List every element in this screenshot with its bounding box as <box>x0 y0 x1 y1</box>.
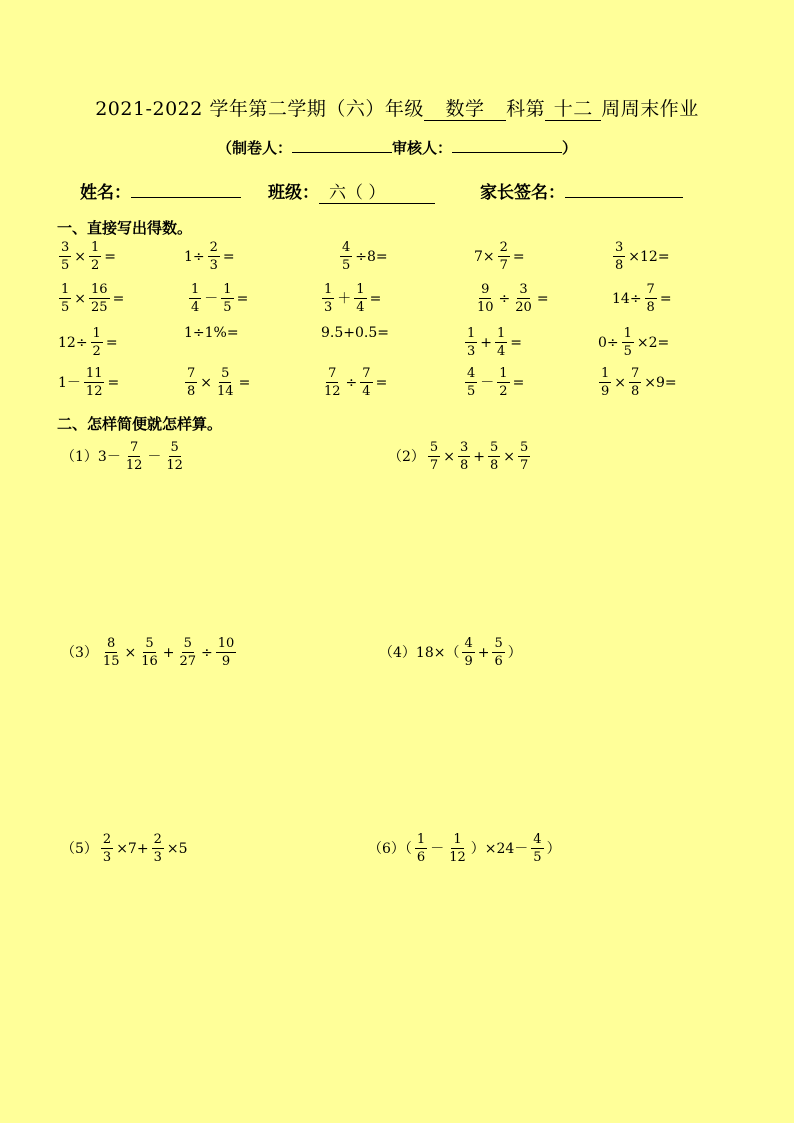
fraction <box>164 440 185 473</box>
denominator: 8 <box>187 384 196 399</box>
oral-question <box>463 326 523 359</box>
expr-text: = <box>369 290 382 307</box>
denominator: 2 <box>92 344 101 359</box>
fraction <box>360 366 372 399</box>
numerator: 1 <box>467 326 476 341</box>
expr-text: ＋ <box>337 290 352 307</box>
expr-text: = <box>536 290 549 307</box>
denominator: 10 <box>477 300 494 315</box>
expr-text: － <box>480 374 495 391</box>
numerator: 1 <box>416 832 426 847</box>
denominator: 12 <box>125 458 143 473</box>
expr-text: 14÷ <box>612 290 642 307</box>
numerator: 7 <box>187 366 196 381</box>
oral-question <box>611 240 671 273</box>
fraction <box>59 282 71 315</box>
expr-text: = <box>236 290 249 307</box>
oral-question <box>611 282 673 315</box>
expr-text: + <box>480 334 493 351</box>
denominator: 27 <box>179 654 197 669</box>
fraction <box>340 240 352 273</box>
denominator: 5 <box>467 384 476 399</box>
numerator: 2 <box>153 832 162 847</box>
denominator: 2 <box>91 258 100 273</box>
expr-text: ÷ <box>498 290 511 307</box>
oral-question <box>183 240 236 273</box>
section2-title: 二、怎样简便就怎样算。 <box>57 415 223 433</box>
denominator: 7 <box>519 458 529 473</box>
expr-text: = <box>222 248 235 265</box>
fraction <box>645 282 657 315</box>
oral-question <box>463 366 525 399</box>
oral-question <box>183 366 251 399</box>
denominator: 15 <box>102 654 120 669</box>
student-name <box>80 178 241 203</box>
subject-value: 数学 <box>424 98 506 121</box>
denominator: 4 <box>497 344 506 359</box>
oral-question <box>473 240 526 273</box>
fraction <box>613 240 625 273</box>
denominator: 8 <box>459 458 469 473</box>
calc-problem-6 <box>367 832 562 865</box>
fraction <box>124 440 145 473</box>
expr-text: = <box>105 334 118 351</box>
calc-problem-1 <box>60 440 187 473</box>
numerator: 11 <box>85 366 103 381</box>
fraction <box>215 366 236 399</box>
denominator: 8 <box>631 384 640 399</box>
fraction <box>101 832 113 865</box>
numerator: 1 <box>601 366 610 381</box>
calc-problem-4 <box>378 636 523 669</box>
expr-text: （6）（ <box>368 840 412 857</box>
expr-text: 0÷ <box>598 334 619 351</box>
parent-blank[interactable] <box>565 183 683 198</box>
oral-question <box>57 326 119 359</box>
fraction <box>513 282 534 315</box>
denominator: 9 <box>221 654 231 669</box>
denominator: 12 <box>85 384 103 399</box>
calc-problem-2 <box>387 440 532 473</box>
fraction <box>531 832 543 865</box>
week-value: 十二 <box>545 98 601 121</box>
expr-text: × <box>443 448 455 465</box>
expr-text: 12÷ <box>58 334 88 351</box>
fraction <box>518 440 530 473</box>
expr-text: （5） <box>61 840 98 857</box>
numerator: 2 <box>102 832 112 847</box>
denominator: 3 <box>209 258 218 273</box>
numerator: 4 <box>533 832 542 847</box>
numerator: 3 <box>615 240 624 255</box>
expr-text: ÷ <box>201 644 213 661</box>
denominator: 8 <box>646 300 655 315</box>
expr-text: = <box>512 374 525 391</box>
fraction <box>208 240 220 273</box>
expr-text: + <box>473 448 485 465</box>
expr-text: ×12= <box>628 248 670 265</box>
denominator: 9 <box>601 384 610 399</box>
numerator: 7 <box>129 440 139 455</box>
numerator: 1 <box>453 832 462 847</box>
numerator: 5 <box>494 636 503 651</box>
parent-signature <box>480 178 683 203</box>
numerator: 5 <box>489 440 499 455</box>
denominator: 6 <box>416 850 426 865</box>
denominator: 5 <box>223 300 232 315</box>
expr-text: × <box>200 374 213 391</box>
numerator: 5 <box>429 440 439 455</box>
section1-title: 一、直接写出得数。 <box>57 219 193 237</box>
fraction <box>415 832 427 865</box>
expr-text: ÷ <box>345 374 358 391</box>
denominator: 7 <box>499 258 508 273</box>
calc-problem-3 <box>60 636 238 669</box>
maker-blank[interactable] <box>292 138 392 153</box>
name-blank[interactable] <box>131 183 241 198</box>
fraction <box>221 282 233 315</box>
expr-text: ×7+ <box>116 840 149 857</box>
expr-text: 1÷ <box>184 248 205 265</box>
fraction <box>492 636 504 669</box>
fraction <box>458 440 470 473</box>
denominator: 5 <box>61 258 70 273</box>
denominator: 25 <box>91 300 108 315</box>
expr-text: － <box>147 448 162 465</box>
expr-text: － <box>204 290 219 307</box>
numerator: 3 <box>519 282 528 297</box>
fraction <box>488 440 500 473</box>
numerator: 5 <box>221 366 230 381</box>
student-class <box>268 178 435 204</box>
numerator: 5 <box>170 440 179 455</box>
class-label: 班级： <box>268 183 319 203</box>
fraction <box>101 636 122 669</box>
fraction <box>152 832 164 865</box>
title-part-b: 科第 <box>506 98 546 120</box>
expr-text: × <box>124 644 137 661</box>
title-part-c: 周周末作业 <box>601 98 699 120</box>
fraction <box>91 326 103 359</box>
oral-question <box>320 282 382 315</box>
denominator: 3 <box>467 344 476 359</box>
reviewer-label: 审核人： <box>391 139 452 157</box>
expr-text: ×2= <box>636 334 670 351</box>
fraction <box>84 366 105 399</box>
expr-text: ） <box>507 644 522 661</box>
numerator: 1 <box>91 240 100 255</box>
oral-question <box>57 366 120 399</box>
denominator: 20 <box>515 300 532 315</box>
numerator: 1 <box>223 282 232 297</box>
numerator: 1 <box>499 366 508 381</box>
expr-text: × <box>74 290 87 307</box>
numerator: 4 <box>342 240 351 255</box>
maker-reviewer-line <box>0 137 794 158</box>
fraction <box>465 366 477 399</box>
expr-text: = <box>238 374 251 391</box>
numerator: 1 <box>92 326 101 341</box>
expr-text: （3） <box>61 644 98 661</box>
numerator: 8 <box>107 636 116 651</box>
expr-text: = <box>107 374 120 391</box>
numerator: 7 <box>328 366 337 381</box>
fraction <box>428 440 440 473</box>
numerator: 4 <box>464 636 473 651</box>
denominator: 6 <box>494 654 503 669</box>
fraction <box>185 366 197 399</box>
expr-text: + <box>162 644 175 661</box>
oral-question <box>597 366 678 399</box>
denominator: 4 <box>362 384 371 399</box>
expr-text: × <box>503 448 515 465</box>
denominator: 12 <box>449 850 466 865</box>
denominator: 7 <box>429 458 439 473</box>
parent-label: 家长签名： <box>480 183 565 203</box>
oral-question <box>338 240 389 273</box>
numerator: 4 <box>467 366 476 381</box>
numerator: 1 <box>623 326 632 341</box>
oral-question <box>320 366 388 399</box>
numerator: 16 <box>91 282 108 297</box>
expr-text: = <box>512 248 525 265</box>
class-value[interactable]: 六（ ） <box>319 178 435 204</box>
expr-text: = <box>112 290 125 307</box>
denominator: 3 <box>102 850 112 865</box>
denominator: 9 <box>464 654 473 669</box>
expr-text: ） <box>546 840 561 857</box>
numerator: 5 <box>183 636 192 651</box>
numerator: 2 <box>209 240 218 255</box>
numerator: 10 <box>217 636 235 651</box>
expr-text: ）×24－ <box>470 840 529 857</box>
expr-text: × <box>614 374 627 391</box>
denominator: 4 <box>356 300 365 315</box>
expr-text: （4）18×（ <box>379 644 460 661</box>
expr-text: = <box>510 334 523 351</box>
expr-text: 9.5+0.5= <box>321 325 389 341</box>
reviewer-blank[interactable] <box>452 138 562 153</box>
maker-label: （制卷人： <box>216 139 292 157</box>
fraction <box>89 282 110 315</box>
expr-text: （2） <box>388 448 425 465</box>
expr-text: 1÷1%= <box>184 325 239 341</box>
denominator: 12 <box>324 384 341 399</box>
fraction <box>495 326 507 359</box>
oral-question <box>57 240 117 273</box>
denominator: 5 <box>533 850 542 865</box>
numerator: 3 <box>61 240 70 255</box>
numerator: 7 <box>631 366 640 381</box>
expr-text: + <box>477 644 490 661</box>
fraction <box>497 366 509 399</box>
fraction <box>599 366 611 399</box>
denominator: 3 <box>153 850 162 865</box>
denominator: 5 <box>342 258 351 273</box>
expr-text: － <box>430 840 445 857</box>
oral-question <box>473 282 550 315</box>
fraction <box>629 366 641 399</box>
denominator: 2 <box>499 384 508 399</box>
name-label: 姓名： <box>80 183 131 203</box>
numerator: 1 <box>497 326 506 341</box>
fraction <box>447 832 468 865</box>
fraction <box>189 282 201 315</box>
denominator: 3 <box>324 300 333 315</box>
oral-question <box>57 282 125 315</box>
numerator: 5 <box>519 440 529 455</box>
worksheet-title <box>0 94 794 121</box>
expr-text: ×9= <box>644 374 677 391</box>
numerator: 7 <box>362 366 371 381</box>
title-part-a: 2021-2022 学年第二学期（六）年级 <box>95 98 424 120</box>
expr-text: ×5 <box>166 840 188 857</box>
numerator: 1 <box>356 282 365 297</box>
numerator: 1 <box>61 282 70 297</box>
fraction <box>322 366 343 399</box>
denominator: 8 <box>489 458 499 473</box>
fraction <box>462 636 474 669</box>
expr-text: = <box>375 374 388 391</box>
numerator: 2 <box>499 240 508 255</box>
denominator: 14 <box>217 384 234 399</box>
numerator: 9 <box>481 282 490 297</box>
expr-text: × <box>74 248 87 265</box>
denominator: 5 <box>623 344 632 359</box>
fraction <box>322 282 334 315</box>
denominator: 16 <box>141 654 158 669</box>
expr-text: = <box>104 248 117 265</box>
denominator: 4 <box>191 300 200 315</box>
expr-text: = <box>659 290 672 307</box>
calc-problem-5 <box>60 832 189 865</box>
fraction <box>89 240 101 273</box>
denominator: 8 <box>615 258 624 273</box>
fraction <box>475 282 496 315</box>
fraction <box>622 326 634 359</box>
oral-question <box>183 326 240 340</box>
denominator: 5 <box>61 300 70 315</box>
numerator: 1 <box>191 282 200 297</box>
fraction <box>216 636 237 669</box>
fraction <box>465 326 477 359</box>
fraction <box>354 282 366 315</box>
numerator: 1 <box>324 282 333 297</box>
expr-text: ÷8= <box>355 248 388 265</box>
expr-text: 7× <box>474 248 495 265</box>
oral-question <box>320 326 390 340</box>
denominator: 12 <box>166 458 183 473</box>
close-paren: ） <box>562 139 578 157</box>
expr-text: （1）3－ <box>61 448 121 465</box>
fraction <box>139 636 160 669</box>
numerator: 7 <box>646 282 655 297</box>
numerator: 5 <box>145 636 154 651</box>
fraction <box>59 240 71 273</box>
expr-text: 1－ <box>58 374 81 391</box>
oral-question <box>597 326 670 359</box>
fraction <box>177 636 198 669</box>
fraction <box>498 240 510 273</box>
oral-question <box>187 282 249 315</box>
numerator: 3 <box>459 440 469 455</box>
